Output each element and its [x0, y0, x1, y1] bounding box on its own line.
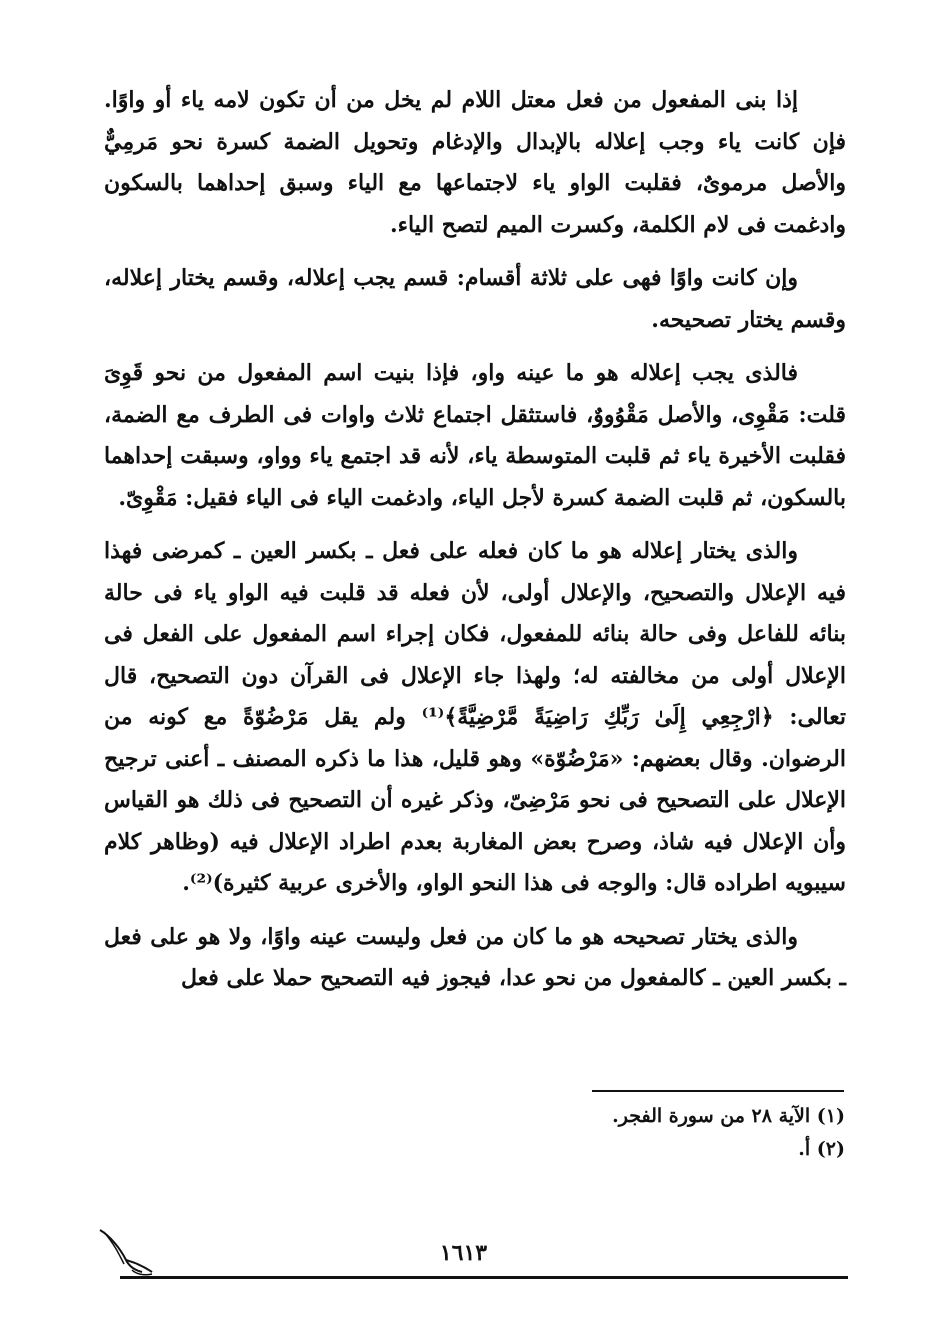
- body-text: [104, 80, 846, 1012]
- footnote-1: (١) الآية ٢٨ من سورة الفجر.: [612, 1105, 845, 1127]
- footnote-2: (٢) أ.: [798, 1138, 845, 1160]
- page-number: ١٦١٣: [439, 1240, 488, 1266]
- paragraph-5: والذى يختار تصحيحه هو ما كان من فعل وليست عينه واوًا، ولا هو على فعل ـ بكسر العين ـ كالمفعول من نحو عدا، فيجوز فيه التصحيح حملا على فعل: [104, 923, 846, 991]
- paragraph-3: فالذى يجب إعلاله هو ما عينه واو، فإذا بنيت اسم المفعول من نحو قَوِىَ قلت: مَقْوِى، والأصل مَقْوُووٌ، فاستثقل اجتماع ثلاث واوات فى الطرف مع الضمة، فقلبت الأخيرة ياء ثم قلبت المتوسطة ياء، لأنه قد اجتمع ياء وواو، وسبقت إحداهما بالسكون، ثم قلبت الضمة كسرة لأجل الياء، وادغمت الياء فى الياء فقيل: مَقْوِىّ.: [104, 360, 847, 511]
- paragraph-1: إذا بنى المفعول من فعل معتل اللام لم يخل من أن تكون لامه ياء أو واوًا. فإن كانت ياء وجب إعلاله بالإبدال والإدغام وتحويل الضمة كسرة نحو مَرمِيٌّ والأصل مرموىٌ، فقلبت الواو ياء لاجتماعها مع الياء وسبق إحداهما بالسكون وادغمت فى لام الكلمة، وكسرت الميم لتصح الياء.: [104, 87, 846, 238]
- paragraph-2: وإن كانت واوًا فهى على ثلاثة أقسام: قسم يجب إعلاله، وقسم يختار إعلاله، وقسم يختار تصحيحه.: [104, 265, 846, 333]
- footnotes: [445, 1100, 845, 1166]
- paragraph-4: والذى يختار إعلاله هو ما كان فعله على فعل ـ بكسر العين ـ كمرضى فهذا فيه الإعلال والتصحيح، والإعلال أولى، لأن فعله قد قلبت فيه الواو ياء فى حالة بنائه للفاعل وفى حالة بنائه للمفعول، فكان إجراء اسم المفعول على الفعل فى الإعلال أولى من مخالفته له؛ ولهذا جاء الإعلال فى القرآن دون التصحيح، قال تعالى: ﴿ارْجِعِي إِلَىٰ رَبِّكِ رَاضِيَةً مَّرْضِيَّةً﴾⁽¹⁾ ولم يقل مَرْضُوّةً مع كونه من الرضوان. وقال بعضهم: «مَرْضُوّة» وهو قليل، هذا ما ذكره المصنف ـ أعنى ترجيح الإعلال على التصحيح فى نحو مَرْضِىّ، وذكر غيره أن التصحيح فى ذلك هو القياس وأن الإعلال فيه شاذ، وصرح بعض المغاربة بعدم اطراد الإعلال فيه (وظاهر كلام سيبويه اطراده قال: والوجه فى هذا النحو الواو، والأخرى عربية كثيرة)⁽²⁾.: [104, 538, 846, 896]
- footnote-divider: [592, 1090, 844, 1092]
- bottom-rule: [120, 1276, 848, 1279]
